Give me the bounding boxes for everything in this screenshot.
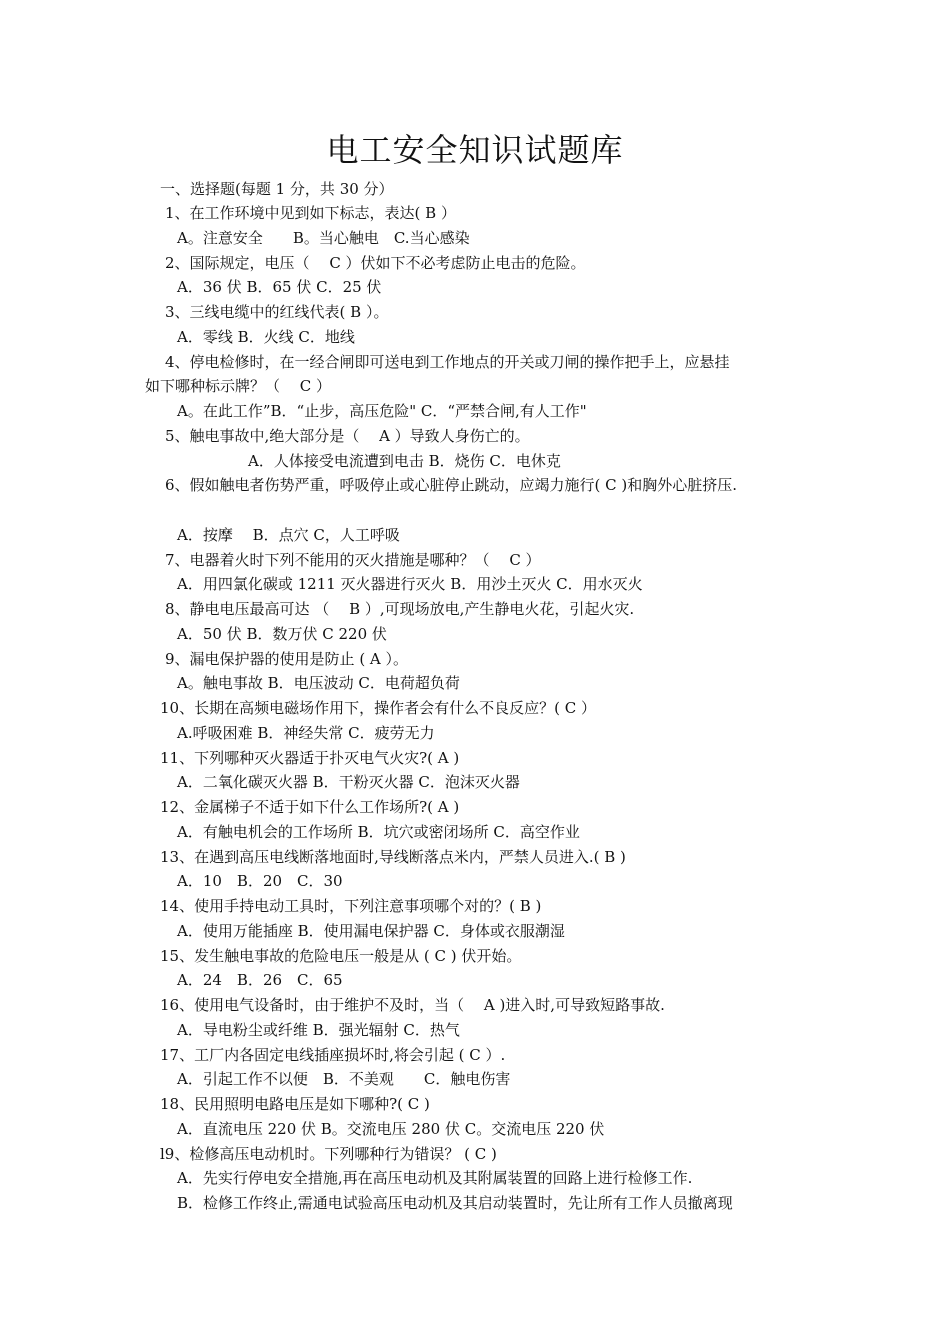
text-line: 5、触电事故中,绝大部分是（ A ）导致人身伤亡的。 [165, 427, 530, 445]
text-line: 2、国际规定，电压（ C ）伏如下不必考虑防止电击的危险。 [165, 254, 586, 272]
text-line: 10、长期在高频电磁场作用下，操作者会有什么不良反应？( C ） [160, 699, 596, 717]
text-line: A．零线 B．火线 C．地线 [177, 328, 355, 346]
text-line: 7、电器着火时下列不能用的灭火措施是哪种？（ C ） [165, 551, 541, 569]
text-line: A．引起工作不以便 B．不美观 C．触电伤害 [177, 1070, 511, 1088]
text-line: A．24 B．26 C．65 [177, 971, 343, 989]
text-line: A．二氧化碳灭火器 B．干粉灭火器 C．泡沫灭火器 [177, 773, 520, 791]
text-line: 11、下列哪种灭火器适于扑灭电气火灾?( A ) [160, 749, 460, 767]
text-line: l9、检修高压电动机时。下列哪种行为错误？ ( C ) [160, 1145, 497, 1163]
text-line: 1、在工作环境中见到如下标志，表达( B ） [165, 204, 456, 222]
text-line: A．导电粉尘或纤维 B．强光辐射 C．热气 [177, 1021, 460, 1039]
text-line: A.呼吸困难 B．神经失常 C．疲劳无力 [177, 724, 435, 742]
text-line: A．10 B．20 C．30 [177, 872, 343, 890]
text-line: A．有触电机会的工作场所 B．坑穴或密闭场所 C．高空作业 [177, 823, 580, 841]
text-line: 8、静电电压最高可达 （ B ）,可现场放电,产生静电火花，引起火灾. [165, 600, 635, 618]
text-line: 3、三线电缆中的红线代表( B ）。 [165, 303, 389, 321]
text-line: A．使用万能插座 B．使用漏电保护器 C．身体或衣服潮湿 [177, 922, 565, 940]
text-line: 15、发生触电事故的危险电压一般是从 ( C ) 伏开始。 [160, 947, 522, 965]
text-line: 9、漏电保护器的使用是防止 ( A ）。 [165, 650, 409, 668]
document-title: 电工安全知识试题库 [326, 131, 624, 169]
text-line: A．用四氯化碳或 1211 灭火器进行灭火 B．用沙土灭火 C．用水灭火 [177, 575, 643, 593]
text-line: 14、使用手持电动工具时，下列注意事项哪个对的？( B ) [160, 897, 542, 915]
text-line: 13、在遇到高压电线断落地面时,导线断落点米内，严禁人员进入.( B ) [160, 848, 626, 866]
text-line: 6、假如触电者伤势严重，呼吸停止或心脏停止跳动，应竭力施行( C )和胸外心脏挤压. [165, 476, 738, 494]
text-line: A．先实行停电安全措施,再在高压电动机及其附属装置的回路上进行检修工作. [177, 1169, 693, 1187]
text-line: A。在此工作”B．“止步，高压危险" C．“严禁合闸,有人工作" [177, 402, 587, 420]
text-line: A．人体接受电流遭到电击 B．烧伤 C．电休克 [248, 452, 561, 470]
text-line: A．按摩 B．点穴 C，人工呼吸 [177, 526, 400, 544]
text-line: A．50 伏 B．数万伏 C 220 伏 [177, 625, 387, 643]
text-line: 4、停电检修时，在一经合闸即可送电到工作地点的开关或刀闸的操作把手上，应悬挂 [165, 353, 730, 371]
text-line: A．36 伏 B．65 伏 C．25 伏 [177, 278, 382, 296]
text-line: A。触电事故 B．电压波动 C．电荷超负荷 [177, 674, 460, 692]
text-line: 18、民用照明电路电压是如下哪种?( C ) [160, 1095, 430, 1113]
text-line: 17、工厂内各固定电线插座损坏时,将会引起 ( C ）. [160, 1046, 506, 1064]
text-line: 12、金属梯子不适于如下什么工作场所?( A ) [160, 798, 460, 816]
text-line: A．直流电压 220 伏 B。交流电压 280 伏 C。交流电压 220 伏 [177, 1120, 605, 1138]
text-line: B．检修工作终止,需通电试验高压电动机及其启动装置时，先让所有工作人员撤离现 [177, 1194, 733, 1212]
text-line: A。注意安全 B。当心触电 C.当心感染 [177, 229, 470, 247]
text-line: 一、选择题(每题 1 分，共 30 分） [160, 180, 394, 198]
text-line: 16、使用电气设备时，由于维护不及时，当（ A )进入时,可导致短路事故. [160, 996, 665, 1014]
text-line: 如下哪种标示牌？（ C ） [145, 377, 332, 395]
